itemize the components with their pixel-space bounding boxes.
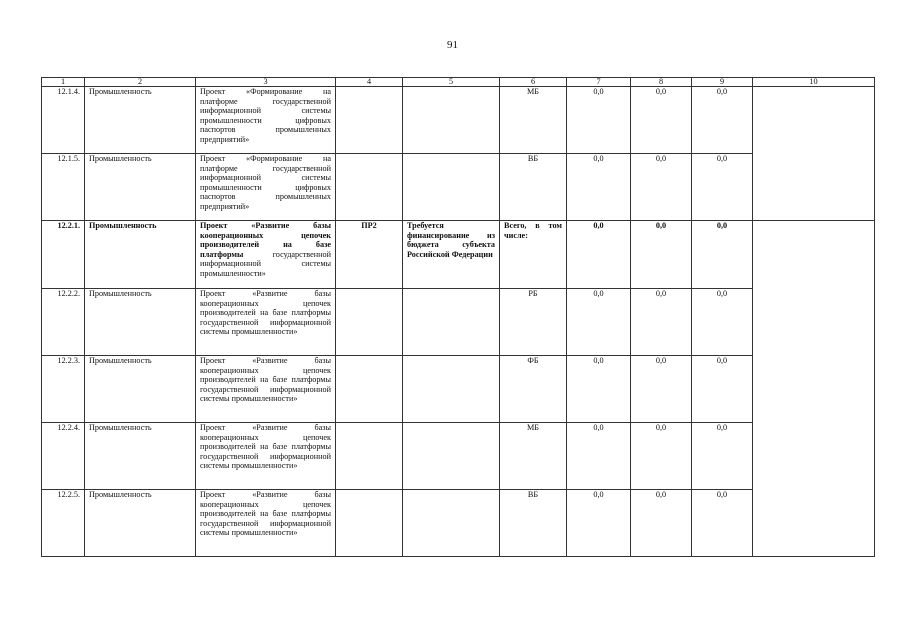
- row-value-9: 0,0: [692, 423, 753, 490]
- row-code: 12.2.5.: [42, 490, 85, 557]
- project-text-bold: Проект «Развитие базы кооперационных цепочек производителей на базе платформы: [200, 221, 331, 259]
- row-col4: [336, 87, 403, 154]
- row-project: [196, 87, 336, 154]
- row-col10: [753, 87, 875, 221]
- row-col4: [336, 289, 403, 356]
- row-value-8: 0,0: [631, 221, 692, 289]
- row-col4: ПР2: [336, 221, 403, 289]
- row-code: 12.2.3.: [42, 356, 85, 423]
- budget-table: [41, 77, 875, 557]
- row-value-9: 0,0: [692, 356, 753, 423]
- row-project: [196, 356, 336, 423]
- table-row: [42, 289, 875, 356]
- row-col5: [403, 154, 500, 221]
- project-text: государственной информационной системы промышленности»: [200, 249, 331, 278]
- row-value-7: 0,0: [567, 289, 631, 356]
- row-value-8: 0,0: [631, 490, 692, 557]
- header-cell: 5: [403, 78, 500, 87]
- row-col5: [403, 289, 500, 356]
- header-cell: 4: [336, 78, 403, 87]
- row-value-9: 0,0: [692, 87, 753, 154]
- row-project: [196, 490, 336, 557]
- row-project: [196, 154, 336, 221]
- table-row: [42, 356, 875, 423]
- table-row: [42, 154, 875, 221]
- header-cell: 8: [631, 78, 692, 87]
- row-project: [196, 289, 336, 356]
- row-value-7: 0,0: [567, 423, 631, 490]
- project-text: Проект «Развитие базы кооперационных цепочек производителей на базе платформы государственной информационной системы промышленности»: [200, 423, 331, 471]
- row-value-8: 0,0: [631, 423, 692, 490]
- row-value-7: 0,0: [567, 154, 631, 221]
- header-row: [42, 78, 875, 87]
- row-value-7: 0,0: [567, 490, 631, 557]
- row-sector: Промышленность: [85, 356, 196, 423]
- table-row: [42, 490, 875, 557]
- row-col10: [753, 221, 875, 557]
- row-col5: [403, 87, 500, 154]
- row-col4: [336, 423, 403, 490]
- row-sector: Промышленность: [85, 289, 196, 356]
- row-value-8: 0,0: [631, 154, 692, 221]
- row-source: МБ: [500, 423, 567, 490]
- header-cell: 6: [500, 78, 567, 87]
- header-cell: 10: [753, 78, 875, 87]
- row-sector: Промышленность: [85, 490, 196, 557]
- row-col5: [403, 423, 500, 490]
- row-value-7: 0,0: [567, 221, 631, 289]
- row-value-9: 0,0: [692, 154, 753, 221]
- row-sector: Промышленность: [85, 87, 196, 154]
- row-col4: [336, 356, 403, 423]
- table-row: [42, 221, 875, 289]
- row-value-8: 0,0: [631, 356, 692, 423]
- row-value-9: 0,0: [692, 490, 753, 557]
- row-value-8: 0,0: [631, 289, 692, 356]
- row-sector: Промышленность: [85, 423, 196, 490]
- row-source: Всего, в том числе:: [500, 221, 567, 289]
- row-col5: Требуется финансирование из бюджета субъекта Российской Федерации: [403, 221, 500, 289]
- header-cell: 3: [196, 78, 336, 87]
- table-row: [42, 87, 875, 154]
- row-code: 12.2.1.: [42, 221, 85, 289]
- row-source: РБ: [500, 289, 567, 356]
- row-code: 12.1.4.: [42, 87, 85, 154]
- row-sector: Промышленность: [85, 221, 196, 289]
- project-text: Проект «Развитие базы кооперационных цепочек производителей на базе платформы государственной информационной системы промышленности»: [200, 356, 331, 404]
- row-source: ВБ: [500, 154, 567, 221]
- project-text: Проект «Формирование на платформе государственной информационной системы промышленности цифровых паспортов промышленных предприятий»: [200, 87, 331, 144]
- row-col4: [336, 154, 403, 221]
- row-col5: [403, 356, 500, 423]
- row-value-9: 0,0: [692, 289, 753, 356]
- row-code: 12.1.5.: [42, 154, 85, 221]
- page-number: 91: [447, 39, 458, 51]
- row-value-8: 0,0: [631, 87, 692, 154]
- project-text: Проект «Формирование на платформе государственной информационной системы промышленности цифровых паспортов промышленных предприятий»: [200, 154, 331, 211]
- header-cell: 1: [42, 78, 85, 87]
- row-value-7: 0,0: [567, 87, 631, 154]
- row-col5: [403, 490, 500, 557]
- table-row: [42, 423, 875, 490]
- header-cell: 9: [692, 78, 753, 87]
- header-cell: 7: [567, 78, 631, 87]
- row-source: ВБ: [500, 490, 567, 557]
- row-col4: [336, 490, 403, 557]
- row-source: МБ: [500, 87, 567, 154]
- row-code: 12.2.4.: [42, 423, 85, 490]
- row-code: 12.2.2.: [42, 289, 85, 356]
- row-sector: Промышленность: [85, 154, 196, 221]
- header-cell: 2: [85, 78, 196, 87]
- row-source: ФБ: [500, 356, 567, 423]
- row-project: [196, 221, 336, 289]
- row-value-7: 0,0: [567, 356, 631, 423]
- row-value-9: 0,0: [692, 221, 753, 289]
- project-text: Проект «Развитие базы кооперационных цепочек производителей на базе платформы государственной информационной системы промышленности»: [200, 490, 331, 538]
- row-project: [196, 423, 336, 490]
- project-text: Проект «Развитие базы кооперационных цепочек производителей на базе платформы государственной информационной системы промышленности»: [200, 289, 331, 337]
